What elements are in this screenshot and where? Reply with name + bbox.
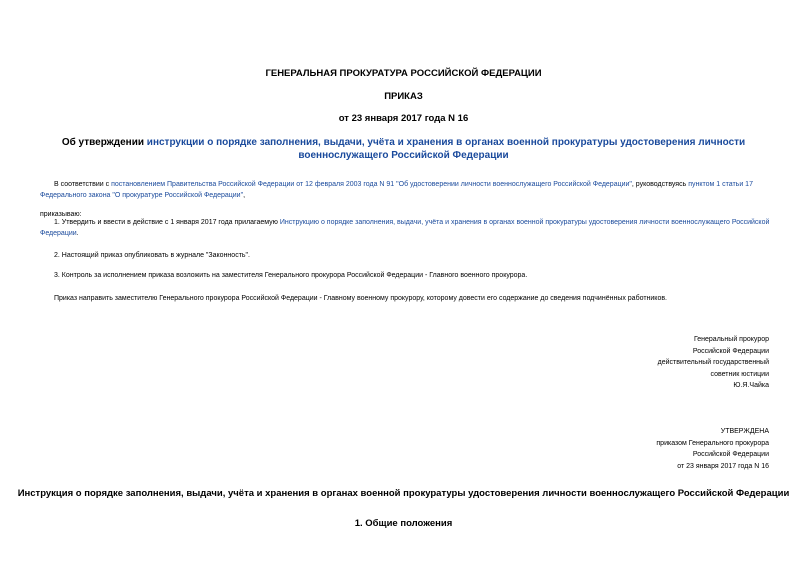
prosecutor-law-link[interactable]: пунктом 1 статьи 17 Федерального закона "О прокуратуре Российской Федерации": [40, 181, 753, 199]
section-1-heading: 1. Общие положения: [354, 518, 453, 529]
doc-type-heading: ПРИКАЗ: [384, 91, 423, 102]
signature-line: Российской Федерации: [692, 347, 769, 355]
approval-line: приказом Генерального прокурора: [656, 439, 769, 447]
signature-line: действительный государственный: [657, 359, 769, 366]
p3-text-b: .: [76, 230, 79, 237]
signature-line: Ю.Я.Чайка: [733, 382, 769, 389]
paragraph-item-1: [40, 217, 770, 239]
instruction-link[interactable]: Инструкцию о порядке заполнения, выдачи, учёта и хранения в органах военной прокуратуры удостоверения личности военнослужащего Российской Федерации: [40, 219, 770, 237]
paragraph-order-word: приказываю:: [40, 211, 82, 218]
instruction-title: Инструкция о порядке заполнения, выдачи, учёта и хранения в органах военной прокуратуры удостоверения личности военнослужащего Российской Федерации: [17, 488, 790, 499]
approval-block: [656, 426, 769, 472]
p1-text-b: , руководствуясь: [631, 181, 689, 188]
paragraph-item-2: 2. Настоящий приказ опубликовать в журнале "Законность".: [54, 252, 250, 259]
signature-line: Генеральный прокурор: [693, 336, 769, 343]
approval-line: УТВЕРЖДЕНА: [720, 428, 769, 435]
paragraph-item-3: 3. Контроль за исполнением приказа возложить на заместителя Генерального прокурора Российской Федерации - Главного военного прокурора.: [54, 272, 528, 279]
paragraph-dispatch: Приказ направить заместителю Генерального прокурора Российской Федерации - Главному военному прокурору, которому довести его содержание до сведения подчинённых работников.: [54, 295, 668, 302]
approval-line: от 23 января 2017 года N 16: [677, 462, 769, 470]
p1-text-c: ,: [243, 192, 246, 199]
p1-text-a: В соответствии с: [54, 181, 112, 188]
signature-block: [658, 334, 769, 392]
paragraph-basis: [40, 179, 770, 201]
document-title: [40, 136, 767, 162]
p3-text-a: 1. Утвердить и ввести в действие с 1 января 2017 года прилагаемую: [54, 219, 280, 226]
approval-line: Российской Федерации: [692, 451, 769, 458]
signature-line: советник юстиции: [710, 370, 769, 378]
government-decree-link[interactable]: постановлением Правительства Российской Федерации от 12 февраля 2003 года N 91 "Об удостоверении личности военнослужащего Российской Федерации": [111, 181, 632, 188]
org-heading: ГЕНЕРАЛЬНАЯ ПРОКУРАТУРА РОССИЙСКОЙ ФЕДЕРАЦИИ: [265, 68, 542, 79]
title-prefix: Об утверждении: [61, 137, 147, 148]
title-instruction-link[interactable]: инструкции о порядке заполнения, выдачи, учёта и хранения в органах военной прокуратуры удостоверения личности военнослужащего Российской Федерации: [146, 137, 746, 161]
date-number-heading: от 23 января 2017 года N 16: [338, 113, 469, 124]
